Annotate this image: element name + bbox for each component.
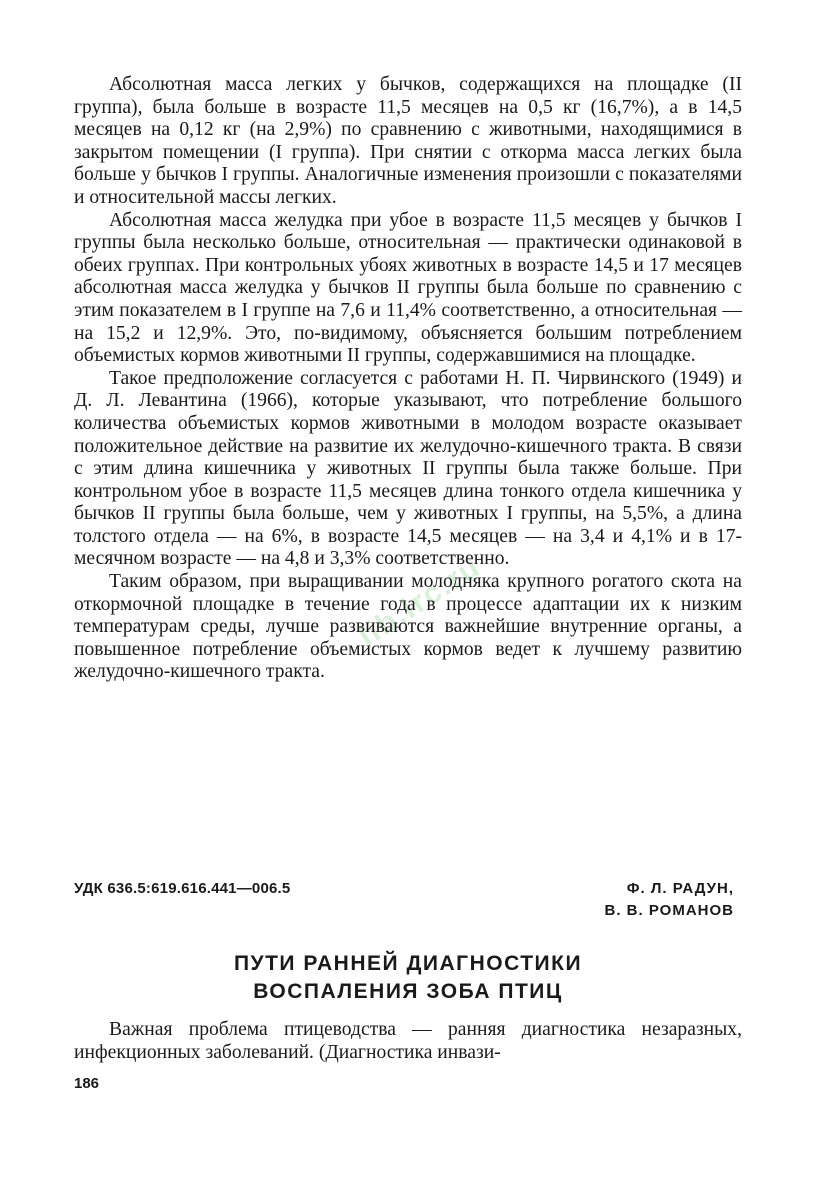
author: В. В. РОМАНОВ (604, 902, 734, 919)
title-line: ВОСПАЛЕНИЯ ЗОБА ПТИЦ (253, 980, 563, 1003)
author: Ф. Л. РАДУН, (626, 880, 734, 897)
paragraph: Важная проблема птицеводства — ранняя диагностика незаразных, инфекционных заболеваний. (Диагностика инвази- (74, 1019, 742, 1063)
watermark: lib.lrc.ru (352, 550, 487, 654)
udk-code: УДК 636.5:619.616.441—006.5 (74, 880, 291, 897)
title-line: ПУТИ РАННЕЙ ДИАГНОСТИКИ (233, 952, 583, 975)
article-title (74, 950, 742, 1006)
page-number: 186 (74, 1075, 100, 1092)
paragraph: Абсолютная масса желудка при убое в возрасте 11,5 месяцев у бычков I группы была несколько больше, относительная — практически одинаковой в обеих группах. При контрольных убоях животных в возрасте 14,5 и 17 месяцев абсолютная масса желудка у бычков II группы была больше по сравнению с этим показателем в I группе на 7,6 и 11,4% соответственно, а относительная — на 15,2 и 12,9%. Это, по-видимому, объясняется большим потреблением объемистых кормов животными II группы, содержавшимися на площадке. (74, 209, 742, 367)
paragraph: Абсолютная масса легких у бычков, содержащихся на площадке (II группа), была больше в возрасте 11,5 месяцев на 0,5 кг (16,7%), а в 14,5 месяцев на 0,12 кг (на 2,9%) по сравнению с животными, находящимися в закрытом помещении (I группа). При снятии с откорма масса легких была больше у бычков I группы. Аналогичные изменения произошли с показателями и относительной массы легких. (74, 74, 742, 208)
article-body (74, 74, 742, 684)
paragraph: Такое предположение согласуется с работами Н. П. Чирвинского (1949) и Д. Л. Левантина (1966), которые указывают, что потребление большого количества объемистых кормов животными в молодом возрасте оказывает положительное действие на развитие их желудочно-кишечного тракта. В связи с этим длина кишечника у животных II группы была также больше. При контрольном убое в возрасте 11,5 месяцев длина тонкого отдела кишечника у бычков II группы была больше, чем у животных I группы, на 5,5%, а длина толстого отдела — на 6%, в возрасте 14,5 месяцев — на 3,4 и 4,1% и в 17-месячном возрасте — на 4,8 и 3,3% соответственно. (74, 367, 742, 570)
authors (605, 878, 734, 922)
article-intro (74, 1019, 742, 1064)
paragraph: Таким образом, при выращивании молодняка крупного рогатого скота на откормочной площадке в течение года в процессе адаптации их к низким температурам среды, лучше развиваются важнейшие внутренние органы, а повышенное потребление объемистых кормов ведет к лучшему развитию желудочно-кишечного тракта. (74, 571, 742, 683)
